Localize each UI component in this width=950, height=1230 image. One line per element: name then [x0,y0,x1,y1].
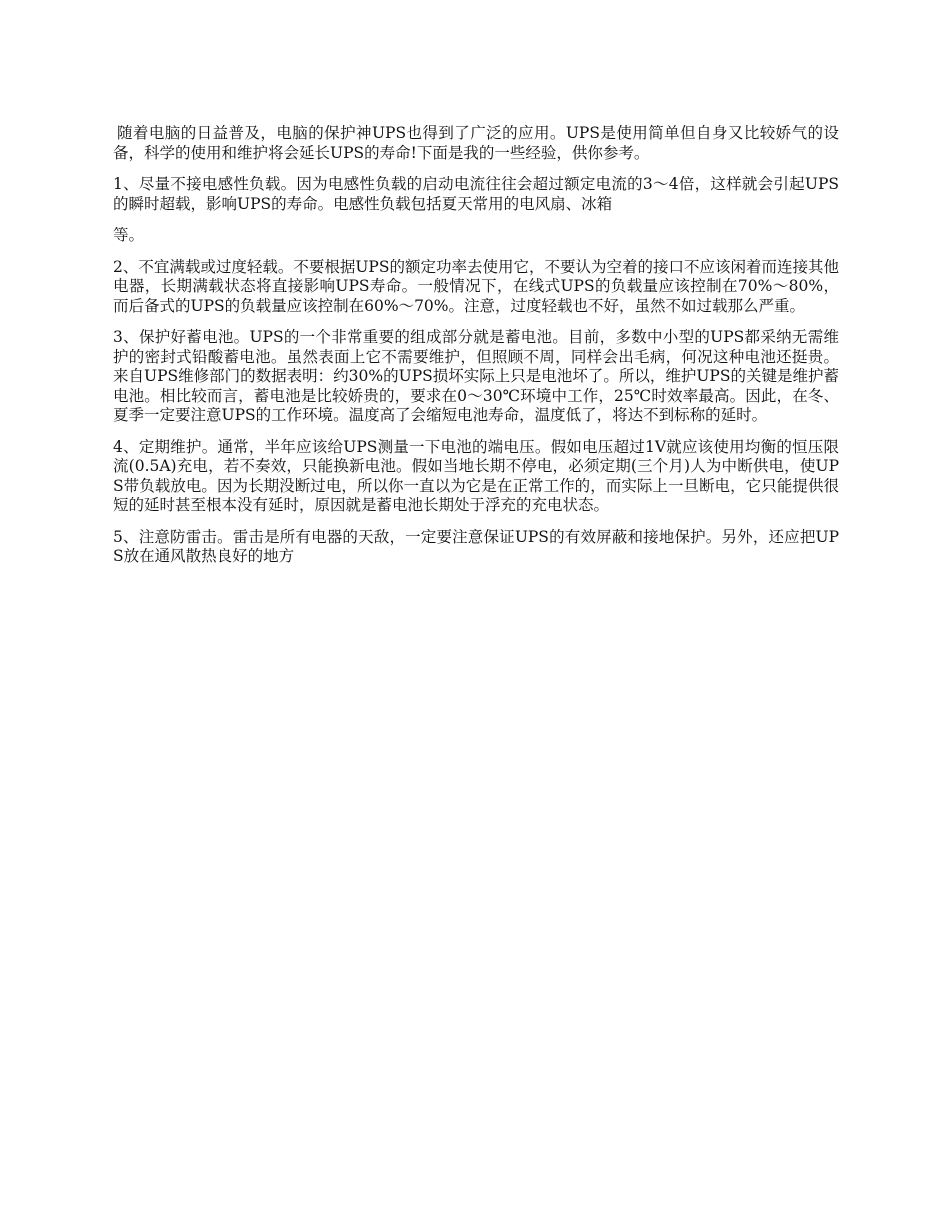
tip-4-paragraph: 4、定期维护。通常，半年应该给UPS测量一下电池的端电压。假如电压超过1V就应该使用均衡的恒压限流(0.5A)充电，若不奏效，只能换新电池。假如当地长期不停电，必须定期(三个月)人为中断供电，使UPS带负载放电。因为长期没断过电，所以你一直以为它是在正常工作的，而实际上一旦断电，它只能提供很短的延时甚至根本没有延时，原因就是蓄电池长期处于浮充的充电状态。 [113,437,839,514]
document-body [113,124,839,579]
tip-2-paragraph: 2、不宜满载或过度轻载。不要根据UPS的额定功率去使用它，不要认为空着的接口不应该闲着而连接其他电器，长期满载状态将直接影响UPS寿命。一般情况下，在线式UPS的负载量应该控制在70%～80%，而后备式的UPS的负载量应该控制在60%～70%。注意，过度轻载也不好，虽然不如过载那么严重。 [113,257,839,315]
intro-paragraph: 随着电脑的日益普及，电脑的保护神UPS也得到了广泛的应用。UPS是使用简单但自身又比较娇气的设备，科学的使用和维护将会延长UPS的寿命!下面是我的一些经验，供你参考。 [113,124,839,162]
tip-5-paragraph: 5、注意防雷击。雷击是所有电器的天敌，一定要注意保证UPS的有效屏蔽和接地保护。另外，还应把UPS放在通风散热良好的地方 [113,527,839,565]
tip-1-continuation: 等。 [113,226,145,244]
tip-3-paragraph: 3、保护好蓄电池。UPS的一个非常重要的组成部分就是蓄电池。目前，多数中小型的UPS都采纳无需维护的密封式铅酸蓄电池。虽然表面上它不需要维护，但照顾不周，同样会出毛病，何况这种电池还挺贵。来自UPS维修部门的数据表明：约30%的UPS损坏实际上只是电池坏了。所以，维护UPS的关键是维护蓄电池。相比较而言，蓄电池是比较娇贵的，要求在0～30℃环境中工作，25℃时效率最高。因此，在冬、夏季一定要注意UPS的工作环境。温度高了会缩短电池寿命，温度低了，将达不到标称的延时。 [113,328,839,424]
tip-1-paragraph: 1、尽量不接电感性负载。因为电感性负载的启动电流往往会超过额定电流的3～4倍，这样就会引起UPS的瞬时超载，影响UPS的寿命。电感性负载包括夏天常用的电风扇、冰箱 [113,175,839,213]
